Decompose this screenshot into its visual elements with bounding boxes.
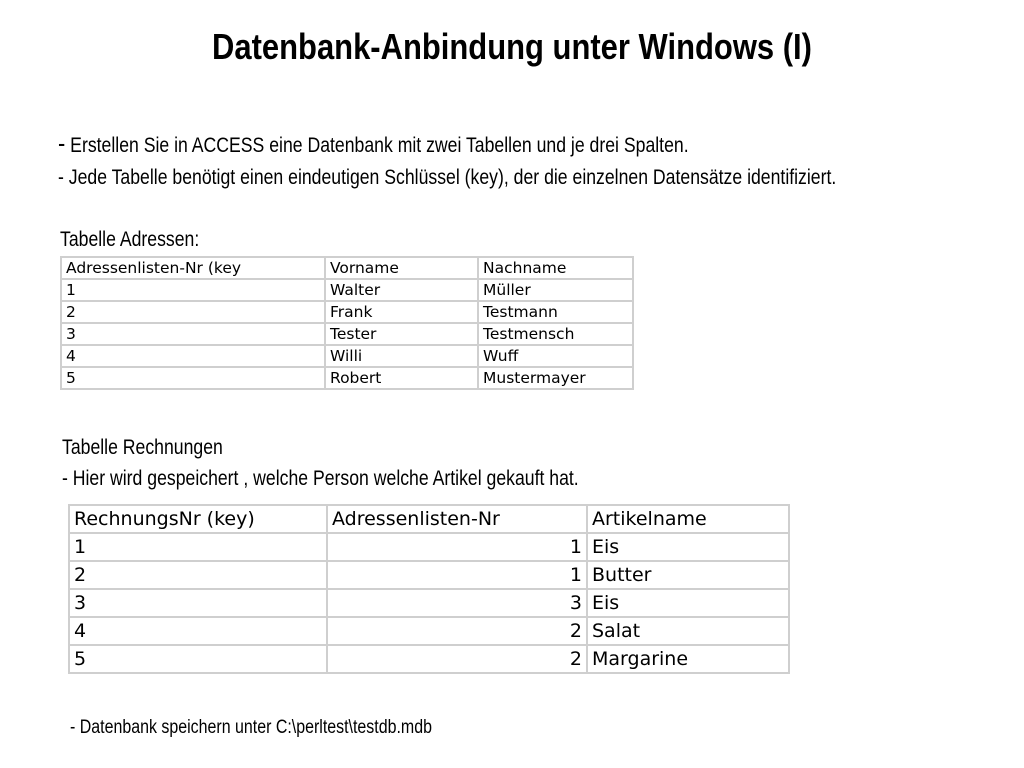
table-cell: 1: [61, 279, 325, 301]
table-cell: 5: [69, 645, 327, 673]
page-title: Datenbank-Anbindung unter Windows (I): [212, 26, 812, 67]
table-cell: 1: [327, 533, 587, 561]
table-row: [61, 345, 633, 367]
table-cell: Eis: [587, 589, 789, 617]
table-cell: Butter: [587, 561, 789, 589]
footer-note: - Datenbank speichern unter C:\perltest\testdb.mdb: [70, 717, 432, 738]
table-row: [69, 589, 789, 617]
intro-line-1: [58, 128, 689, 158]
rechnungen-header-cell: Adressenlisten-Nr: [327, 505, 587, 533]
table-cell: Tester: [325, 323, 478, 345]
adressen-header-cell: Vorname: [325, 257, 478, 279]
table-cell: Müller: [478, 279, 633, 301]
table-row: [69, 645, 789, 673]
table-row: [61, 301, 633, 323]
table-cell: Eis: [587, 533, 789, 561]
table-cell: Margarine: [587, 645, 789, 673]
rechnungen-description: - Hier wird gespeichert , welche Person welche Artikel gekauft hat.: [62, 467, 579, 490]
rechnungen-header-cell: RechnungsNr (key): [69, 505, 327, 533]
table-cell: Salat: [587, 617, 789, 645]
table-cell: Willi: [325, 345, 478, 367]
intro-line-2: - Jede Tabelle benötigt einen eindeutigen Schlüssel (key), der die einzelnen Datensätze identifiziert.: [58, 166, 837, 189]
table-cell: Mustermayer: [478, 367, 633, 389]
table-row: [69, 533, 789, 561]
table-row: [69, 561, 789, 589]
intro-line-1-text: Erstellen Sie in ACCESS eine Datenbank mit zwei Tabellen und je drei Spalten.: [65, 134, 689, 157]
table-cell: Wuff: [478, 345, 633, 367]
table-cell: 5: [61, 367, 325, 389]
table-cell: 4: [61, 345, 325, 367]
rechnungen-header-row: [69, 505, 789, 533]
table-cell: 1: [327, 561, 587, 589]
table-row: [61, 323, 633, 345]
table-cell: Robert: [325, 367, 478, 389]
adressen-table: [60, 256, 634, 390]
adressen-header-cell: Nachname: [478, 257, 633, 279]
table-cell: 2: [327, 645, 587, 673]
table-cell: 2: [327, 617, 587, 645]
rechnungen-header-cell: Artikelname: [587, 505, 789, 533]
table-cell: 3: [61, 323, 325, 345]
table-cell: 1: [69, 533, 327, 561]
table-cell: Testmensch: [478, 323, 633, 345]
adressen-header-cell: Adressenlisten-Nr (key: [61, 257, 325, 279]
adressen-label: Tabelle Adressen:: [60, 228, 200, 251]
table-row: [69, 617, 789, 645]
table-cell: Frank: [325, 301, 478, 323]
table-cell: 3: [327, 589, 587, 617]
table-row: [61, 279, 633, 301]
table-cell: Testmann: [478, 301, 633, 323]
table-cell: Walter: [325, 279, 478, 301]
table-cell: 2: [69, 561, 327, 589]
adressen-header-row: [61, 257, 633, 279]
table-cell: 2: [61, 301, 325, 323]
rechnungen-label: Tabelle Rechnungen: [62, 436, 223, 459]
intro-dash: -: [58, 128, 66, 158]
table-cell: 3: [69, 589, 327, 617]
table-cell: 4: [69, 617, 327, 645]
rechnungen-table: [68, 504, 790, 674]
table-row: [61, 367, 633, 389]
